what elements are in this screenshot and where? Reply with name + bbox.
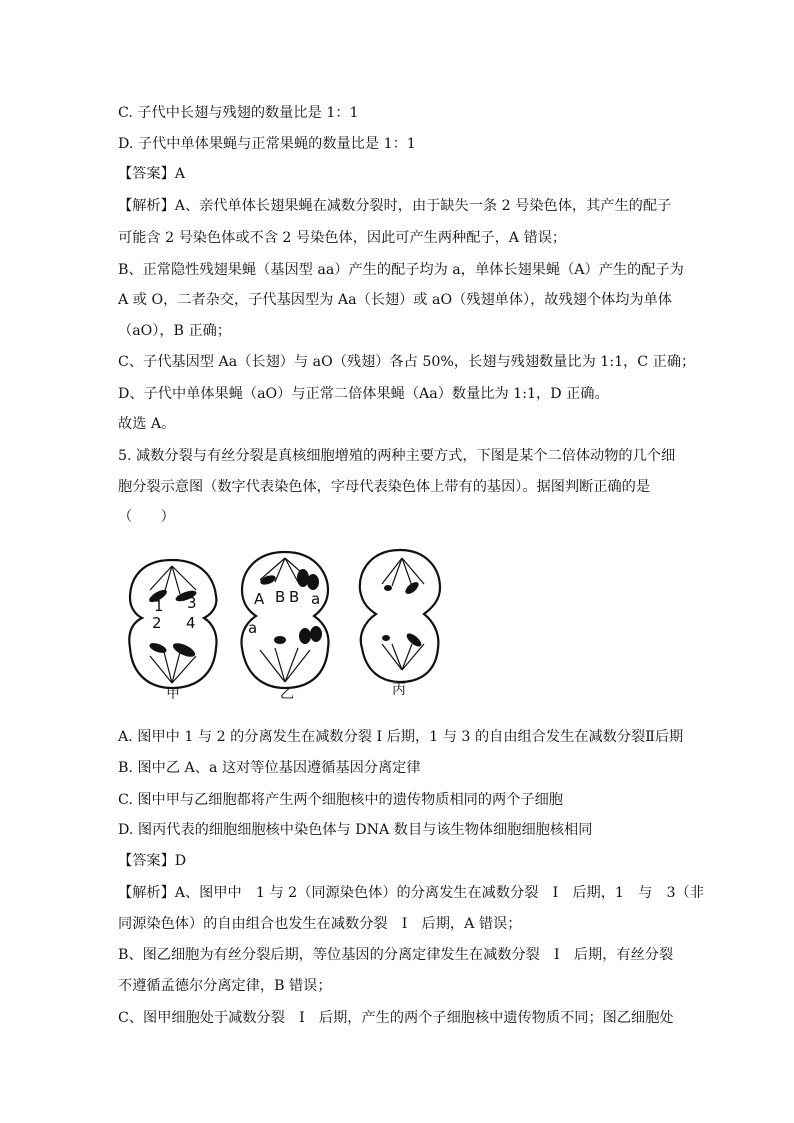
gene-label: a (248, 619, 258, 637)
cell-bing (360, 550, 440, 682)
answer: 【答案】D (118, 853, 187, 869)
analysis-q5-line-5: C、图甲细胞处于减数分裂 Ⅰ 后期，产生的两个子细胞核中遗传物质不同；图乙细胞处 (118, 1010, 674, 1026)
analysis-line-3: B、正常隐性残翅果蝇（基因型 aa）产生的配子均为 a，单体长翅果蝇（A）产生的配子为 (118, 262, 684, 278)
gene-label: A (254, 590, 265, 608)
gene-label: B (275, 588, 286, 606)
analysis-line-2: 可能含 2 号染色体或不含 2 号染色体，因此可产生两种配子，A 错误； (118, 230, 567, 246)
cell-division-figure (120, 540, 450, 710)
question-5-line-2: 胞分裂示意图（数字代表染色体，字母代表染色体上带有的基因）。据图判断正确的是 (118, 479, 651, 495)
chromosome-label: 1 (154, 597, 164, 615)
analysis-line-7: D、子代中单体果蝇（aO）与正常二倍体果蝇（Aa）数量比为 1:1，D 正确。 (118, 386, 609, 402)
question-5-line-1: 5. 减数分裂与有丝分裂是真核细胞增殖的两种主要方式，下图是某个二倍体动物的几个细 (118, 448, 676, 464)
option-a: A. 图甲中 1 与 2 的分离发生在减数分裂 I 后期，1 与 3 的自由组合发生在减数分裂Ⅱ后期 (118, 729, 684, 745)
option-d: D. 图丙代表的细胞细胞核中染色体与 DNA 数目与该生物体细胞细胞核相同 (118, 822, 593, 838)
cell-jia (129, 560, 216, 688)
option-b: B. 图中乙 A、a 这对等位基因遵循基因分离定律 (118, 760, 421, 776)
figure-caption: 乙 (280, 686, 294, 702)
option-c: C. 图中甲与乙细胞都将产生两个细胞核中的遗传物质相同的两个子细胞 (118, 792, 563, 808)
option-d-prev: D. 子代中单体果蝇与正常果蝇的数量比是 1：1 (118, 136, 416, 152)
option-c-prev: C. 子代中长翅与残翅的数量比是 1：1 (118, 105, 359, 121)
cell-division-diagram (120, 540, 450, 710)
gene-label: a (311, 590, 321, 608)
analysis-line-4: A 或 O，二者杂交，子代基因型为 Aa（长翅）或 aO（残翅单体），故残翅个体均为单体 (118, 292, 672, 308)
analysis-q5-line-2: 同源染色体）的自由组合也发生在减数分裂 Ⅰ 后期，A 错误； (118, 916, 522, 932)
question-5-line-3: （ ） (118, 509, 175, 525)
answer-prev: 【答案】A (118, 166, 185, 182)
conclusion-prev: 故选 A。 (118, 416, 176, 432)
analysis-q5-line-3: B、图乙细胞为有丝分裂后期，等位基因的分离定律发生在减数分裂 Ⅰ 后期，有丝分裂 (118, 947, 674, 963)
figure-caption: 丙 (392, 682, 406, 698)
figure-caption: 甲 (166, 686, 180, 702)
cell-bing-chromosomes (382, 580, 423, 649)
analysis-q5-line-1: 【解析】A、图甲中 1 与 2（同源染色体）的分离发生在减数分裂 Ⅰ 后期，1 与 3（非 (118, 885, 704, 901)
chromosome-label: 3 (187, 594, 197, 612)
analysis-q5-line-4: 不遵循孟德尔分离定律，B 错误； (118, 978, 332, 994)
chromosome-label: 2 (152, 614, 162, 632)
chromosome-label: 4 (186, 614, 196, 632)
analysis-line-5: （aO），B 正确； (118, 323, 232, 339)
gene-label: B (289, 588, 300, 606)
analysis-line-6: C、子代基因型 Aa（长翅）与 aO（残翅）各占 50%，长翅与残翅数量比为 1:1，C 正确； (118, 354, 696, 370)
analysis-line-1: 【解析】A、亲代单体长翅果蝇在减数分裂时，由于缺失一条 2 号染色体，其产生的配子 (118, 198, 672, 214)
